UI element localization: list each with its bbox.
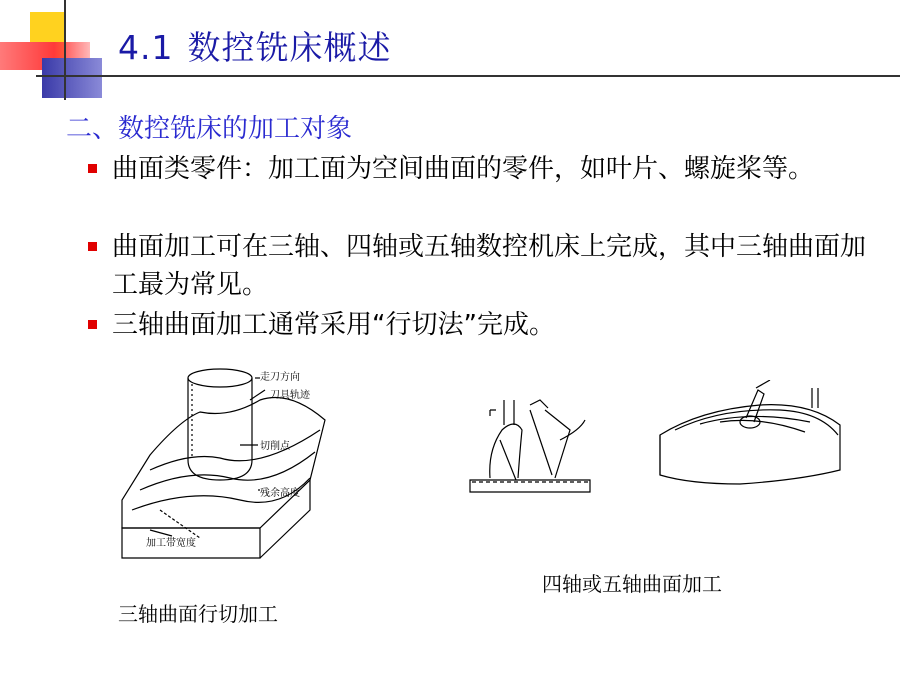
title-underline xyxy=(36,75,900,77)
three-axis-machining-figure xyxy=(110,360,350,570)
page-title xyxy=(118,22,391,69)
corner-vertical-line xyxy=(64,0,66,100)
label-cut-point: 切削点 xyxy=(260,441,290,452)
corner-blue-square xyxy=(42,58,102,98)
label-tool-path: 刀具轨迹 xyxy=(270,390,310,401)
bullet-text: 曲面加工可在三轴、四轴或五轴数控机床上完成，其中三轴曲面加工最为常见。 xyxy=(112,232,867,300)
title-number: 4.1 xyxy=(118,28,174,67)
bullet-text: 三轴曲面加工通常采用“行切法”完成。 xyxy=(112,310,555,340)
label-tool-direction: 走刀方向 xyxy=(260,372,300,383)
caption-three-axis: 三轴曲面行切加工 xyxy=(118,602,278,626)
bullet-item-1 xyxy=(88,150,888,188)
bullet-marker xyxy=(88,320,97,329)
section-subtitle: 二、数控铣床的加工对象 xyxy=(66,114,353,144)
bullet-item-3 xyxy=(88,306,888,344)
title-text: 数控铣床概述 xyxy=(187,28,392,67)
bullet-marker xyxy=(88,164,97,173)
label-residual-height: 残余高度 xyxy=(260,488,300,499)
bullet-text: 曲面类零件：加工面为空间曲面的零件，如叶片、螺旋桨等。 xyxy=(112,154,815,184)
caption-five-axis: 四轴或五轴曲面加工 xyxy=(542,572,722,596)
bullet-item-2 xyxy=(88,228,888,304)
five-axis-machining-figure xyxy=(460,380,850,500)
bullet-marker xyxy=(88,242,97,251)
label-band-width: 加工带宽度 xyxy=(146,538,196,549)
